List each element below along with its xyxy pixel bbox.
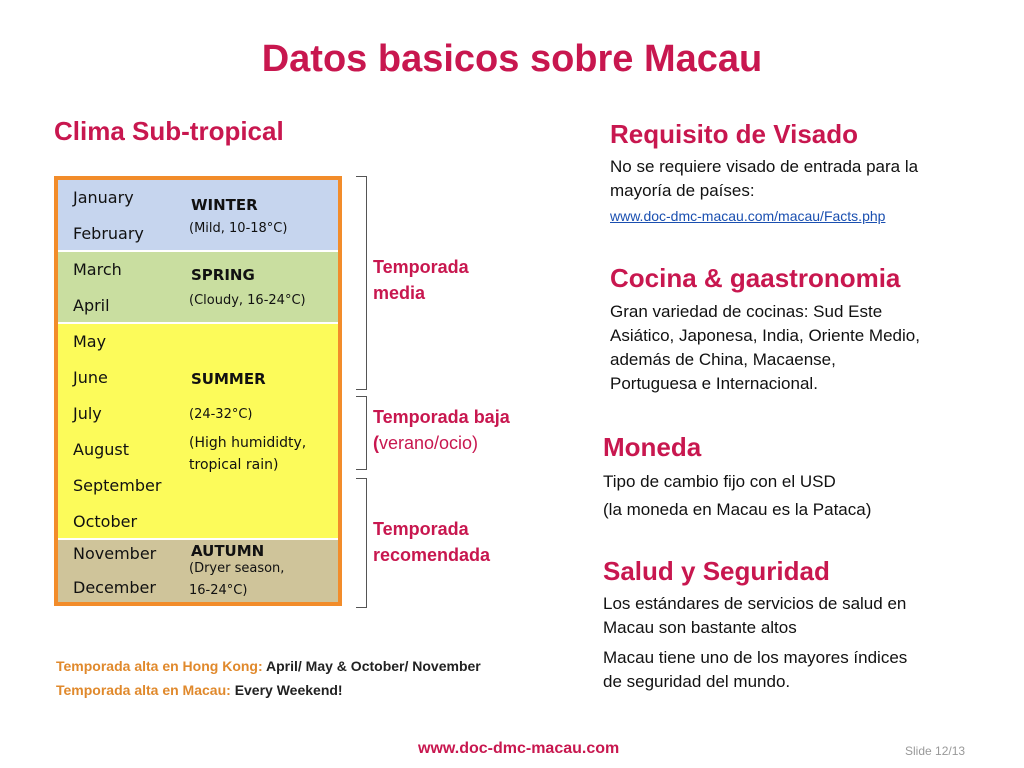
season-summer [58,324,338,540]
label-temporada-media-line2: media [373,283,426,303]
month-november: November [73,544,157,563]
currency-line2: (la moneda en Macau es la Pataca) [603,500,872,519]
note-macau-label: Temporada alta en Macau: [56,682,231,698]
currency-text [603,468,871,524]
label-temporada-media-line1: Temporada [373,257,469,277]
month-august: August [73,440,129,459]
cuisine-line1: Gran variedad de cocinas: Sud Este [610,302,883,321]
note-high-season [56,654,481,702]
month-april: April [73,296,110,315]
cuisine-line3: además de China, Macaense, [610,350,836,369]
season-desc-summer-temp: (24-32°C) [189,407,253,422]
health-p2-line2: de seguridad del mundo. [603,672,791,691]
label-temporada-recomendada-line1: Temporada [373,519,469,539]
note-macau-value: Every Weekend! [234,682,343,698]
label-temporada-recomendada-line2: recomendada [373,545,491,565]
season-desc-summer-rain: tropical rain) [189,457,279,473]
cuisine-heading: Cocina & gaastronomia [610,263,901,293]
season-name-summer: SUMMER [191,370,266,388]
bracket-temporada-media [356,176,367,390]
health-text [603,592,907,694]
season-name-autumn: AUTUMN [191,542,265,560]
visa-text-line1: No se requiere visado de entrada para la [610,157,919,176]
season-autumn [58,540,338,602]
bracket-temporada-recomendada [356,478,367,608]
label-temporada-media [373,254,469,306]
label-temporada-baja-paren: ( [373,433,379,453]
bracket-temporada-baja [356,396,367,470]
season-desc-winter: (Mild, 10-18°C) [189,221,288,236]
currency-line1: Tipo de cambio fijo con el USD [603,472,836,491]
month-october: October [73,512,138,531]
visa-text [610,155,918,203]
health-p1-line1: Los estándares de servicios de salud en [603,594,907,613]
month-december: December [73,578,156,597]
health-heading: Salud y Seguridad [603,556,830,586]
season-winter [58,180,338,252]
season-desc-autumn-dry: (Dryer season, [189,561,285,576]
cuisine-line4: Portuguesa e Internacional. [610,374,818,393]
note-hong-kong-value: April/ May & October/ November [266,658,481,674]
climate-table [54,176,342,606]
season-desc-summer-humidity: (High humididty, [189,435,307,451]
note-hong-kong-label: Temporada alta en Hong Kong: [56,658,263,674]
season-name-winter: WINTER [191,196,258,214]
month-february: February [73,224,144,243]
month-july: July [73,404,102,423]
month-may: May [73,332,107,351]
season-desc-autumn-temp: 16-24°C) [189,583,248,598]
label-temporada-baja-line1: Temporada baja [373,407,510,427]
season-desc-spring: (Cloudy, 16-24°C) [189,293,306,308]
note-hong-kong [56,654,481,678]
climate-heading: Clima Sub-tropical [54,116,284,146]
label-temporada-baja [373,404,510,456]
currency-heading: Moneda [603,432,702,462]
visa-text-line2: mayoría de países: [610,181,755,200]
visa-heading: Requisito de Visado [610,119,859,149]
month-june: June [73,368,108,387]
health-p2-line1: Macau tiene uno de los mayores índices [603,648,908,667]
page-title: Datos basicos sobre Macau [261,38,763,80]
label-temporada-baja-text: verano/ocio) [379,433,479,453]
cuisine-line2: Asiático, Japonesa, India, Oriente Medio, [610,326,920,345]
month-january: January [73,188,134,207]
health-p1-line2: Macau son bastante altos [603,618,797,637]
slide-number: Slide 12/13 [905,744,966,758]
visa-link[interactable]: www.doc-dmc-macau.com/macau/Facts.php [610,208,886,224]
note-macau [56,678,481,702]
footer-url: www.doc-dmc-macau.com [418,740,620,757]
month-march: March [73,260,122,279]
season-name-spring: SPRING [191,266,255,284]
label-temporada-recomendada [373,516,490,568]
label-temporada-baja-line2 [373,430,510,456]
season-spring [58,252,338,324]
month-september: September [73,476,162,495]
cuisine-text [610,300,920,396]
